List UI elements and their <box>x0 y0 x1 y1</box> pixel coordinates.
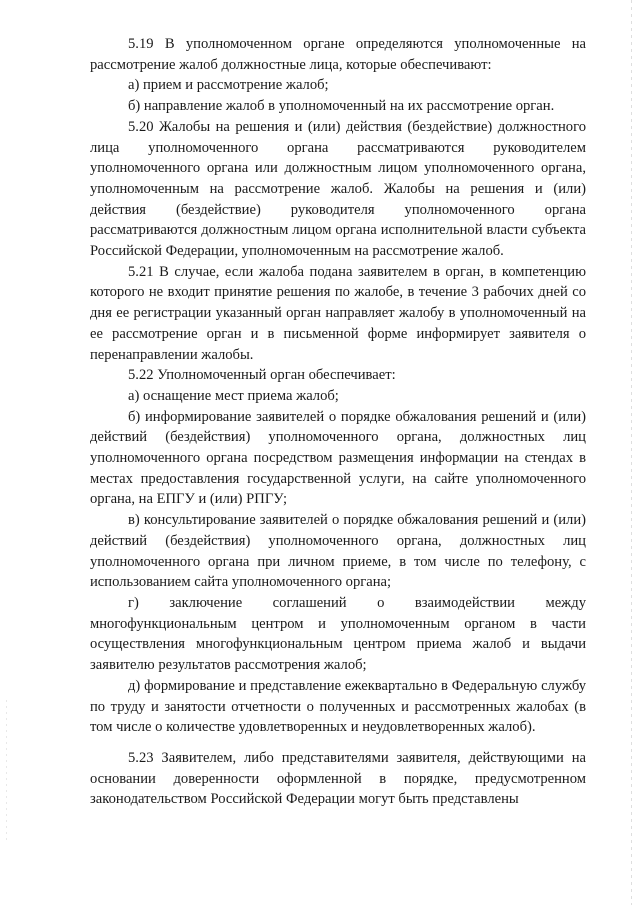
paragraph-5-22-g: г) заключение соглашений о взаимодействии между многофункциональным центром и уполномоченным органом в части осуществления многофункциональным центром приема жалоб и выдачи заявителю результатов рассмотрения жалоб; <box>90 594 586 674</box>
paragraph-5-23: 5.23 Заявителем, либо представителями заявителя, действующими на основании доверенности оформленной в порядке, предусмотренном законодательством Российской Федерации могут быть представлены <box>90 749 586 808</box>
paragraph-5-21: 5.21 В случае, если жалоба подана заявителем в орган, в компетенцию которого не входит принятие решения по жалобе, в течение 3 рабочих дней со дня ее регистрации указанный орган направляет жалобу в уполномоченный на ее рассмотрение орган и в письменной форме информирует заявителя о перенаправлении жалобы. <box>90 263 586 363</box>
scan-edge-mark <box>631 0 632 905</box>
paragraph-5-20: 5.20 Жалобы на решения и (или) действия (бездействие) должностного лица уполномоченного органа рассматриваются руководителем уполномоченного органа или должностным лицом уполномоченного органа, уполномоченным на рассмотрение жалоб. Жалобы на решения и (или) действия (бездействие) руководителя уполномоченного органа рассматриваются должностным лицом органа исполнительной власти субъекта Российской Федерации, уполномоченным на рассмотрение жалоб. <box>90 118 586 260</box>
paragraph-5-19-a: а) прием и рассмотрение жалоб; <box>128 77 329 94</box>
document-page <box>90 34 586 810</box>
paragraph-5-22-b: б) информирование заявителей о порядке обжалования решений и (или) действий (бездействия) уполномоченного органа, должностных лиц уполномоченного органа посредством размещения информации на стендах в местах предоставления государственной услуги, на сайте уполномоченного органа, на ЕПГУ и (или) РПГУ; <box>90 408 586 508</box>
scan-edge-mark-left <box>6 700 7 840</box>
paragraph-5-19-b: б) направление жалоб в уполномоченный на их рассмотрение орган. <box>128 98 555 115</box>
paragraph-5-22-d: д) формирование и представление ежеквартально в Федеральную службу по труду и занятости отчетности о полученных и рассмотренных жалобах (в том числе о количестве удовлетворенных и неудовлетворенных жалоб). <box>90 677 586 736</box>
paragraph-5-19: 5.19 В уполномоченном органе определяются уполномоченные на рассмотрение жалоб должностные лица, которые обеспечивают: <box>90 36 586 73</box>
paragraph-5-22-a: а) оснащение мест приема жалоб; <box>128 387 339 404</box>
paragraph-5-22-v: в) консультирование заявителей о порядке обжалования решений и (или) действий (бездействия) уполномоченного органа, должностных лиц уполномоченного органа при личном приеме, в том числе по телефону, с использованием сайта уполномоченного органа; <box>90 512 586 591</box>
paragraph-5-22: 5.22 Уполномоченный орган обеспечивает: <box>128 367 396 384</box>
